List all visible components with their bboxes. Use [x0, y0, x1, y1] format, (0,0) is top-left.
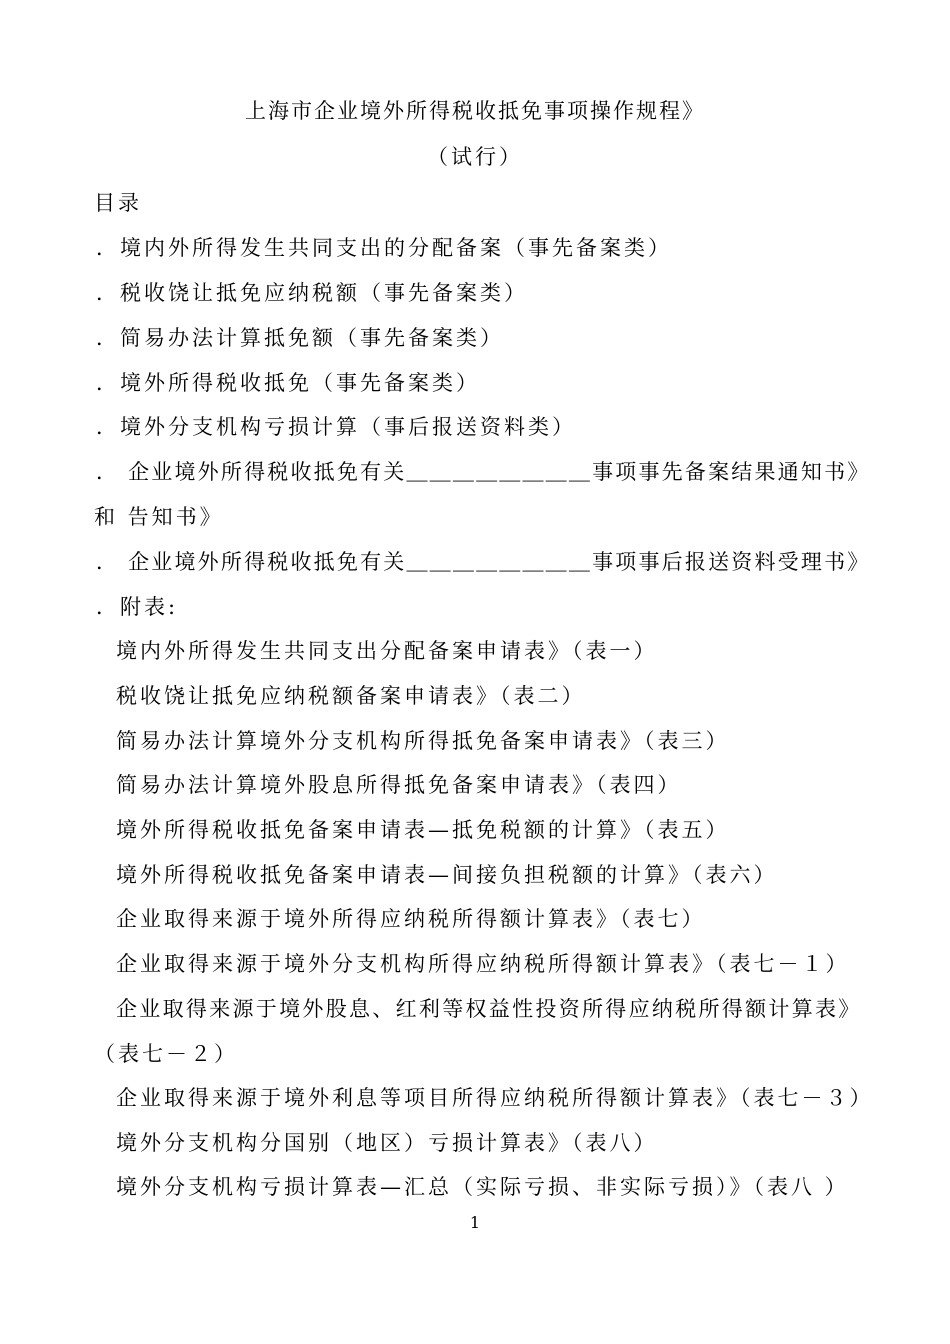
toc-item: ．税收饶让抵免应纳税额（事先备案类）: [96, 281, 528, 305]
toc-item-continuation: 和 告知书》: [94, 505, 224, 529]
page-number: 1: [469, 1213, 481, 1232]
appendix-item: 企业取得来源于境外利息等项目所得应纳税所得额计算表》（表七－３）: [116, 1086, 874, 1110]
appendix-item: 境内外所得发生共同支出分配备案申请表》（表一）: [116, 639, 658, 663]
appendix-item: 企业取得来源于境外分支机构所得应纳税所得额计算表》（表七－１）: [116, 952, 850, 976]
appendix-item: 企业取得来源于境外股息、红利等权益性投资所得应纳税所得额计算表》: [116, 997, 862, 1021]
appendix-item: 企业取得来源于境外所得应纳税所得额计算表》（表七）: [116, 907, 706, 931]
toc-item: ．境外所得税收抵免（事先备案类）: [96, 371, 480, 395]
appendix-item-continuation: （表七－２）: [94, 1042, 238, 1066]
toc-item: ． 企业境外所得税收抵免有关＿＿＿＿＿＿＿＿事项事后报送资料受理书》: [96, 550, 871, 574]
appendix-item: 税收饶让抵免应纳税额备案申请表》（表二）: [116, 684, 586, 708]
appendix-item: 简易办法计算境外股息所得抵免备案申请表》（表四）: [116, 773, 682, 797]
toc-heading: 目录: [94, 191, 142, 215]
appendix-item: 境外所得税收抵免备案申请表—抵免税额的计算》（表五）: [116, 818, 730, 842]
document-subtitle: （试行）: [427, 145, 523, 169]
toc-item: ． 企业境外所得税收抵免有关＿＿＿＿＿＿＿＿事项事先备案结果通知书》: [96, 460, 871, 484]
document-title: 上海市企业境外所得税收抵免事项操作规程》: [245, 99, 705, 123]
appendix-item: 境外分支机构分国别（地区）亏损计算表》（表八）: [116, 1131, 658, 1155]
appendix-item: 境外分支机构亏损计算表—汇总（实际亏损、非实际亏损）》（表八 ）: [116, 1175, 849, 1199]
appendix-item: 简易办法计算境外分支机构所得抵免备案申请表》（表三）: [116, 729, 730, 753]
toc-item: ．简易办法计算抵免额（事先备案类）: [96, 326, 504, 350]
toc-item: ．附表:: [96, 595, 179, 619]
appendix-item: 境外所得税收抵免备案申请表—间接负担税额的计算》（表六）: [116, 863, 778, 887]
toc-item: ．境内外所得发生共同支出的分配备案（事先备案类）: [96, 236, 672, 260]
toc-item: ．境外分支机构亏损计算（事后报送资料类）: [96, 415, 576, 439]
